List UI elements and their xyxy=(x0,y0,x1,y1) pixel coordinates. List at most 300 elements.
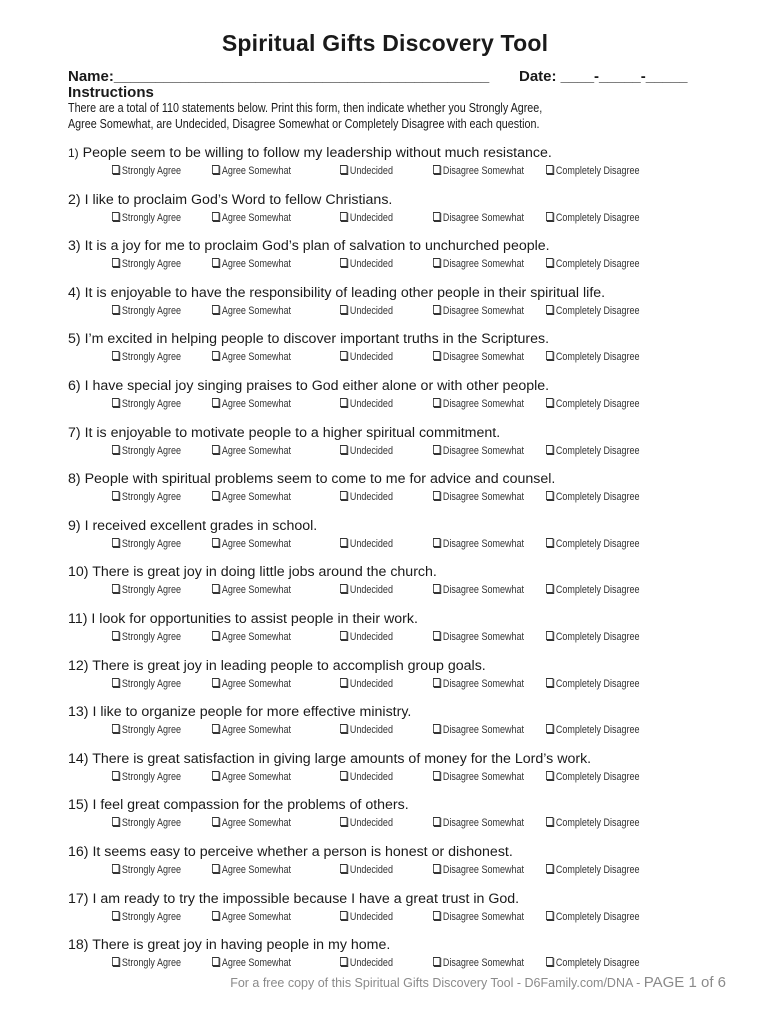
option-label: Undecided xyxy=(349,258,393,271)
checkbox-icon[interactable] xyxy=(433,398,440,407)
page-footer xyxy=(0,974,726,991)
question-number: 4) xyxy=(68,284,81,301)
option-disagree-somewhat[interactable] xyxy=(433,817,524,829)
checkbox-icon[interactable] xyxy=(340,212,347,221)
option-disagree-somewhat[interactable] xyxy=(433,491,524,503)
question-text xyxy=(68,331,549,347)
checkbox-icon[interactable] xyxy=(112,491,119,500)
checkbox-icon[interactable] xyxy=(340,957,347,966)
option-strongly-agree[interactable] xyxy=(112,305,181,317)
option-agree-somewhat[interactable] xyxy=(212,258,291,270)
option-label: Undecided xyxy=(349,724,393,737)
option-strongly-agree[interactable] xyxy=(112,678,181,690)
option-label: Undecided xyxy=(349,584,393,597)
option-label: Undecided xyxy=(349,630,393,643)
checkbox-icon[interactable] xyxy=(433,631,440,640)
question-item xyxy=(0,145,770,192)
option-agree-somewhat[interactable] xyxy=(212,538,291,550)
option-strongly-agree[interactable] xyxy=(112,398,181,410)
option-label: Strongly Agree xyxy=(121,630,182,643)
checkbox-icon[interactable] xyxy=(212,911,219,920)
option-label: Undecided xyxy=(349,444,393,457)
option-label: Disagree Somewhat xyxy=(442,863,525,876)
checkbox-icon[interactable] xyxy=(546,911,553,920)
question-number: 11) xyxy=(68,610,88,627)
checkbox-icon[interactable] xyxy=(546,771,553,780)
question-text xyxy=(68,425,500,441)
option-disagree-somewhat[interactable] xyxy=(433,864,524,876)
checkbox-icon[interactable] xyxy=(340,864,347,873)
option-strongly-agree[interactable] xyxy=(112,212,181,224)
checkbox-icon[interactable] xyxy=(212,584,219,593)
checkbox-icon[interactable] xyxy=(433,212,440,221)
option-agree-somewhat[interactable] xyxy=(212,584,291,596)
option-disagree-somewhat[interactable] xyxy=(433,305,524,317)
option-label: Disagree Somewhat xyxy=(442,444,525,457)
option-label: Completely Disagree xyxy=(555,444,640,457)
checkbox-icon[interactable] xyxy=(212,398,219,407)
option-agree-somewhat[interactable] xyxy=(212,724,291,736)
option-undecided[interactable] xyxy=(340,258,393,270)
checkbox-icon[interactable] xyxy=(546,491,553,500)
option-label: Strongly Agree xyxy=(121,863,182,876)
option-label: Undecided xyxy=(349,863,393,876)
checkbox-icon[interactable] xyxy=(546,538,553,547)
instructions-text xyxy=(68,100,618,132)
checkbox-icon[interactable] xyxy=(340,351,347,360)
option-undecided[interactable] xyxy=(340,491,393,503)
checkbox-icon[interactable] xyxy=(212,305,219,314)
question-number: 3) xyxy=(68,238,81,255)
question-text xyxy=(68,797,409,813)
question-number: 16) xyxy=(68,843,89,860)
option-undecided[interactable] xyxy=(340,771,393,783)
checkbox-icon[interactable] xyxy=(112,724,119,733)
question-item xyxy=(0,751,770,798)
question-text xyxy=(68,611,418,627)
checkbox-icon[interactable] xyxy=(112,584,119,593)
option-agree-somewhat[interactable] xyxy=(212,817,291,829)
option-completely-disagree[interactable] xyxy=(546,631,640,643)
question-statement: I’m excited in helping people to discover important truths in the Scriptures. xyxy=(84,331,550,348)
checkbox-icon[interactable] xyxy=(340,258,347,267)
option-undecided[interactable] xyxy=(340,212,393,224)
option-completely-disagree[interactable] xyxy=(546,258,640,270)
option-undecided[interactable] xyxy=(340,817,393,829)
checkbox-icon[interactable] xyxy=(212,817,219,826)
option-label: Strongly Agree xyxy=(121,491,182,504)
option-label: Undecided xyxy=(349,537,393,550)
option-completely-disagree[interactable] xyxy=(546,165,640,177)
checkbox-icon[interactable] xyxy=(112,957,119,966)
option-label: Agree Somewhat xyxy=(221,304,292,317)
option-label: Undecided xyxy=(349,397,393,410)
checkbox-icon[interactable] xyxy=(433,538,440,547)
option-label: Disagree Somewhat xyxy=(442,817,525,830)
option-completely-disagree[interactable] xyxy=(546,771,640,783)
option-disagree-somewhat[interactable] xyxy=(433,911,524,923)
checkbox-icon[interactable] xyxy=(212,165,219,174)
checkbox-icon[interactable] xyxy=(112,351,119,360)
option-label: Completely Disagree xyxy=(555,165,640,177)
option-completely-disagree[interactable] xyxy=(546,491,640,503)
option-label: Completely Disagree xyxy=(555,677,640,690)
checkbox-icon[interactable] xyxy=(546,864,553,873)
checkbox-icon[interactable] xyxy=(433,771,440,780)
option-strongly-agree[interactable] xyxy=(112,817,181,829)
option-label: Strongly Agree xyxy=(121,537,182,550)
question-statement: There is great joy in leading people to accomplish group goals. xyxy=(92,657,486,674)
option-strongly-agree[interactable] xyxy=(112,258,181,270)
checkbox-icon[interactable] xyxy=(546,398,553,407)
checkbox-icon[interactable] xyxy=(546,631,553,640)
question-statement: I am ready to try the impossible because I have a great trust in God. xyxy=(92,890,520,907)
option-label: Agree Somewhat xyxy=(221,397,292,410)
question-statement: People with spiritual problems seem to come to me for advice and counsel. xyxy=(84,471,556,488)
checkbox-icon[interactable] xyxy=(340,398,347,407)
question-statement: I received excellent grades in school. xyxy=(84,517,318,534)
question-statement: There is great satisfaction in giving large amounts of money for the Lord’s work. xyxy=(92,750,592,767)
option-strongly-agree[interactable] xyxy=(112,491,181,503)
option-undecided[interactable] xyxy=(340,678,393,690)
checkbox-icon[interactable] xyxy=(112,445,119,454)
option-completely-disagree[interactable] xyxy=(546,678,640,690)
checkbox-icon[interactable] xyxy=(340,724,347,733)
checkbox-icon[interactable] xyxy=(112,817,119,826)
option-agree-somewhat[interactable] xyxy=(212,445,291,457)
question-statement: It is enjoyable to have the responsibility of leading other people in their spiritual life. xyxy=(84,284,606,301)
question-item xyxy=(0,331,770,378)
option-label: Strongly Agree xyxy=(121,258,182,271)
option-label: Agree Somewhat xyxy=(221,863,292,876)
option-label: Disagree Somewhat xyxy=(442,304,525,317)
option-undecided[interactable] xyxy=(340,724,393,736)
option-disagree-somewhat[interactable] xyxy=(433,631,524,643)
option-completely-disagree[interactable] xyxy=(546,351,640,363)
option-label: Completely Disagree xyxy=(555,724,640,737)
checkbox-icon[interactable] xyxy=(212,631,219,640)
option-label: Agree Somewhat xyxy=(221,584,292,597)
question-statement: I like to organize people for more effective ministry. xyxy=(92,704,412,721)
option-disagree-somewhat[interactable] xyxy=(433,957,524,969)
option-disagree-somewhat[interactable] xyxy=(433,678,524,690)
option-completely-disagree[interactable] xyxy=(546,584,640,596)
option-agree-somewhat[interactable] xyxy=(212,305,291,317)
checkbox-icon[interactable] xyxy=(340,817,347,826)
page-number: PAGE 1 of 6 xyxy=(643,974,726,991)
question-item xyxy=(0,564,770,611)
option-label: Undecided xyxy=(349,910,393,923)
question-number: 9) xyxy=(68,517,81,534)
checkbox-icon[interactable] xyxy=(546,445,553,454)
checkbox-icon[interactable] xyxy=(433,445,440,454)
option-undecided[interactable] xyxy=(340,911,393,923)
option-completely-disagree[interactable] xyxy=(546,724,640,736)
checkbox-icon[interactable] xyxy=(546,584,553,593)
checkbox-icon[interactable] xyxy=(340,491,347,500)
option-label: Disagree Somewhat xyxy=(442,491,525,504)
checkbox-icon[interactable] xyxy=(212,491,219,500)
checkbox-icon[interactable] xyxy=(433,165,440,174)
option-agree-somewhat[interactable] xyxy=(212,631,291,643)
question-number: 17) xyxy=(68,890,89,907)
checkbox-icon[interactable] xyxy=(546,212,553,221)
option-strongly-agree[interactable] xyxy=(112,538,181,550)
option-label: Completely Disagree xyxy=(555,863,640,876)
checkbox-icon[interactable] xyxy=(340,678,347,687)
option-label: Completely Disagree xyxy=(555,630,640,643)
option-label: Completely Disagree xyxy=(555,351,640,364)
question-text xyxy=(68,844,513,860)
option-disagree-somewhat[interactable] xyxy=(433,258,524,270)
option-label: Agree Somewhat xyxy=(221,910,292,923)
option-label: Completely Disagree xyxy=(555,537,640,550)
option-label: Completely Disagree xyxy=(555,304,640,317)
option-strongly-agree[interactable] xyxy=(112,911,181,923)
checkbox-icon[interactable] xyxy=(340,631,347,640)
option-strongly-agree[interactable] xyxy=(112,771,181,783)
option-agree-somewhat[interactable] xyxy=(212,165,291,177)
option-label: Undecided xyxy=(349,957,393,970)
option-label: Strongly Agree xyxy=(121,351,182,364)
checkbox-icon[interactable] xyxy=(112,538,119,547)
checkbox-icon[interactable] xyxy=(433,817,440,826)
date-field[interactable]: Date: ____-_____-_____ xyxy=(519,68,688,85)
checkbox-icon[interactable] xyxy=(340,771,347,780)
question-number: 8) xyxy=(68,471,81,488)
checkbox-icon[interactable] xyxy=(546,351,553,360)
checkbox-icon[interactable] xyxy=(433,724,440,733)
question-statement: It is a joy for me to proclaim God’s plan of salvation to unchurched people. xyxy=(84,238,550,255)
option-undecided[interactable] xyxy=(340,957,393,969)
option-label: Strongly Agree xyxy=(121,910,182,923)
option-completely-disagree[interactable] xyxy=(546,817,640,829)
checkbox-icon[interactable] xyxy=(433,351,440,360)
question-list xyxy=(0,145,770,984)
option-label: Agree Somewhat xyxy=(221,165,292,177)
option-disagree-somewhat[interactable] xyxy=(433,771,524,783)
option-disagree-somewhat[interactable] xyxy=(433,351,524,363)
option-label: Disagree Somewhat xyxy=(442,770,525,783)
option-label: Undecided xyxy=(349,211,393,224)
option-label: Disagree Somewhat xyxy=(442,397,525,410)
option-strongly-agree[interactable] xyxy=(112,864,181,876)
option-label: Undecided xyxy=(349,304,393,317)
question-item xyxy=(0,238,770,285)
option-agree-somewhat[interactable] xyxy=(212,864,291,876)
option-completely-disagree[interactable] xyxy=(546,864,640,876)
question-text xyxy=(68,378,549,394)
question-number: 6) xyxy=(68,377,81,394)
option-completely-disagree[interactable] xyxy=(546,957,640,969)
option-strongly-agree[interactable] xyxy=(112,445,181,457)
option-strongly-agree[interactable] xyxy=(112,724,181,736)
checkbox-icon[interactable] xyxy=(546,724,553,733)
question-item xyxy=(0,611,770,658)
checkbox-icon[interactable] xyxy=(340,911,347,920)
option-strongly-agree[interactable] xyxy=(112,351,181,363)
option-undecided[interactable] xyxy=(340,584,393,596)
checkbox-icon[interactable] xyxy=(546,305,553,314)
option-label: Agree Somewhat xyxy=(221,491,292,504)
checkbox-icon[interactable] xyxy=(340,584,347,593)
option-label: Strongly Agree xyxy=(121,397,182,410)
question-number: 1) xyxy=(68,146,79,160)
checkbox-icon[interactable] xyxy=(340,165,347,174)
option-completely-disagree[interactable] xyxy=(546,398,640,410)
question-item xyxy=(0,704,770,751)
question-number: 15) xyxy=(68,797,89,814)
question-text xyxy=(68,471,555,487)
option-completely-disagree[interactable] xyxy=(546,212,640,224)
option-disagree-somewhat[interactable] xyxy=(433,165,524,177)
checkbox-icon[interactable] xyxy=(433,678,440,687)
checkbox-icon[interactable] xyxy=(340,445,347,454)
checkbox-icon[interactable] xyxy=(112,771,119,780)
option-disagree-somewhat[interactable] xyxy=(433,398,524,410)
option-label: Disagree Somewhat xyxy=(442,211,525,224)
option-label: Strongly Agree xyxy=(121,770,182,783)
question-number: 14) xyxy=(68,750,89,767)
option-undecided[interactable] xyxy=(340,305,393,317)
checkbox-icon[interactable] xyxy=(340,305,347,314)
question-text xyxy=(68,937,390,953)
option-label: Strongly Agree xyxy=(121,444,182,457)
checkbox-icon[interactable] xyxy=(112,165,119,174)
name-date-row xyxy=(68,68,708,85)
checkbox-icon[interactable] xyxy=(212,864,219,873)
option-disagree-somewhat[interactable] xyxy=(433,724,524,736)
option-disagree-somewhat[interactable] xyxy=(433,445,524,457)
name-field[interactable]: Name:_____________________________________________ xyxy=(68,68,490,85)
checkbox-icon[interactable] xyxy=(546,957,553,966)
option-label: Agree Somewhat xyxy=(221,537,292,550)
option-agree-somewhat[interactable] xyxy=(212,957,291,969)
checkbox-icon[interactable] xyxy=(212,538,219,547)
option-completely-disagree[interactable] xyxy=(546,911,640,923)
option-agree-somewhat[interactable] xyxy=(212,771,291,783)
checkbox-icon[interactable] xyxy=(112,631,119,640)
checkbox-icon[interactable] xyxy=(212,957,219,966)
option-agree-somewhat[interactable] xyxy=(212,911,291,923)
option-undecided[interactable] xyxy=(340,351,393,363)
option-strongly-agree[interactable] xyxy=(112,957,181,969)
checkbox-icon[interactable] xyxy=(212,678,219,687)
checkbox-icon[interactable] xyxy=(546,678,553,687)
question-text xyxy=(68,564,437,580)
option-agree-somewhat[interactable] xyxy=(212,398,291,410)
checkbox-icon[interactable] xyxy=(112,258,119,267)
page-title: Spiritual Gifts Discovery Tool xyxy=(221,30,549,56)
option-label: Strongly Agree xyxy=(121,584,182,597)
checkbox-icon[interactable] xyxy=(212,724,219,733)
checkbox-icon[interactable] xyxy=(433,957,440,966)
option-disagree-somewhat[interactable] xyxy=(433,212,524,224)
option-agree-somewhat[interactable] xyxy=(212,491,291,503)
checkbox-icon[interactable] xyxy=(433,864,440,873)
option-label: Completely Disagree xyxy=(555,910,640,923)
option-label: Disagree Somewhat xyxy=(442,537,525,550)
option-strongly-agree[interactable] xyxy=(112,584,181,596)
checkbox-icon[interactable] xyxy=(112,212,119,221)
checkbox-icon[interactable] xyxy=(112,305,119,314)
option-undecided[interactable] xyxy=(340,631,393,643)
question-item xyxy=(0,658,770,705)
checkbox-icon[interactable] xyxy=(433,584,440,593)
question-item xyxy=(0,378,770,425)
question-text xyxy=(68,704,411,720)
question-text xyxy=(68,891,519,907)
option-label: Undecided xyxy=(349,491,393,504)
option-label: Agree Somewhat xyxy=(221,677,292,690)
checkbox-icon[interactable] xyxy=(546,817,553,826)
option-completely-disagree[interactable] xyxy=(546,445,640,457)
option-label: Undecided xyxy=(349,770,393,783)
checkbox-icon[interactable] xyxy=(212,212,219,221)
option-undecided[interactable] xyxy=(340,398,393,410)
option-disagree-somewhat[interactable] xyxy=(433,538,524,550)
option-label: Completely Disagree xyxy=(555,258,640,271)
question-statement: It is enjoyable to motivate people to a higher spiritual commitment. xyxy=(84,424,501,441)
option-completely-disagree[interactable] xyxy=(546,538,640,550)
option-label: Completely Disagree xyxy=(555,957,640,970)
question-number: 7) xyxy=(68,424,81,441)
question-item xyxy=(0,891,770,938)
checkbox-icon[interactable] xyxy=(112,864,119,873)
option-undecided[interactable] xyxy=(340,445,393,457)
question-statement: I have special joy singing praises to God either alone or with other people. xyxy=(84,377,550,394)
instructions-heading: Instructions xyxy=(68,84,154,101)
checkbox-icon[interactable] xyxy=(212,258,219,267)
checkbox-icon[interactable] xyxy=(112,678,119,687)
checkbox-icon[interactable] xyxy=(433,911,440,920)
question-text xyxy=(68,658,486,674)
option-agree-somewhat[interactable] xyxy=(212,351,291,363)
checkbox-icon[interactable] xyxy=(546,258,553,267)
question-number: 13) xyxy=(68,704,89,721)
option-agree-somewhat[interactable] xyxy=(212,212,291,224)
option-label: Disagree Somewhat xyxy=(442,630,525,643)
option-label: Strongly Agree xyxy=(121,211,182,224)
footer-text: For a free copy of this Spiritual Gifts Discovery Tool - D6Family.com/DNA - xyxy=(230,976,644,990)
option-strongly-agree[interactable] xyxy=(112,165,181,177)
checkbox-icon[interactable] xyxy=(433,491,440,500)
option-label: Disagree Somewhat xyxy=(442,677,525,690)
checkbox-icon[interactable] xyxy=(433,258,440,267)
checkbox-icon[interactable] xyxy=(212,351,219,360)
option-undecided[interactable] xyxy=(340,538,393,550)
checkbox-icon[interactable] xyxy=(112,398,119,407)
checkbox-icon[interactable] xyxy=(340,538,347,547)
option-disagree-somewhat[interactable] xyxy=(433,584,524,596)
question-statement: I like to proclaim God’s Word to fellow Christians. xyxy=(84,191,393,208)
checkbox-icon[interactable] xyxy=(546,165,553,174)
option-undecided[interactable] xyxy=(340,165,393,177)
option-label: Agree Somewhat xyxy=(221,817,292,830)
question-statement: I feel great compassion for the problems of others. xyxy=(92,797,409,814)
option-completely-disagree[interactable] xyxy=(546,305,640,317)
option-strongly-agree[interactable] xyxy=(112,631,181,643)
option-undecided[interactable] xyxy=(340,864,393,876)
option-label: Strongly Agree xyxy=(121,677,182,690)
checkbox-icon[interactable] xyxy=(112,911,119,920)
option-agree-somewhat[interactable] xyxy=(212,678,291,690)
option-label: Strongly Agree xyxy=(121,165,182,177)
checkbox-icon[interactable] xyxy=(212,771,219,780)
checkbox-icon[interactable] xyxy=(433,305,440,314)
option-label: Agree Somewhat xyxy=(221,211,292,224)
checkbox-icon[interactable] xyxy=(212,445,219,454)
